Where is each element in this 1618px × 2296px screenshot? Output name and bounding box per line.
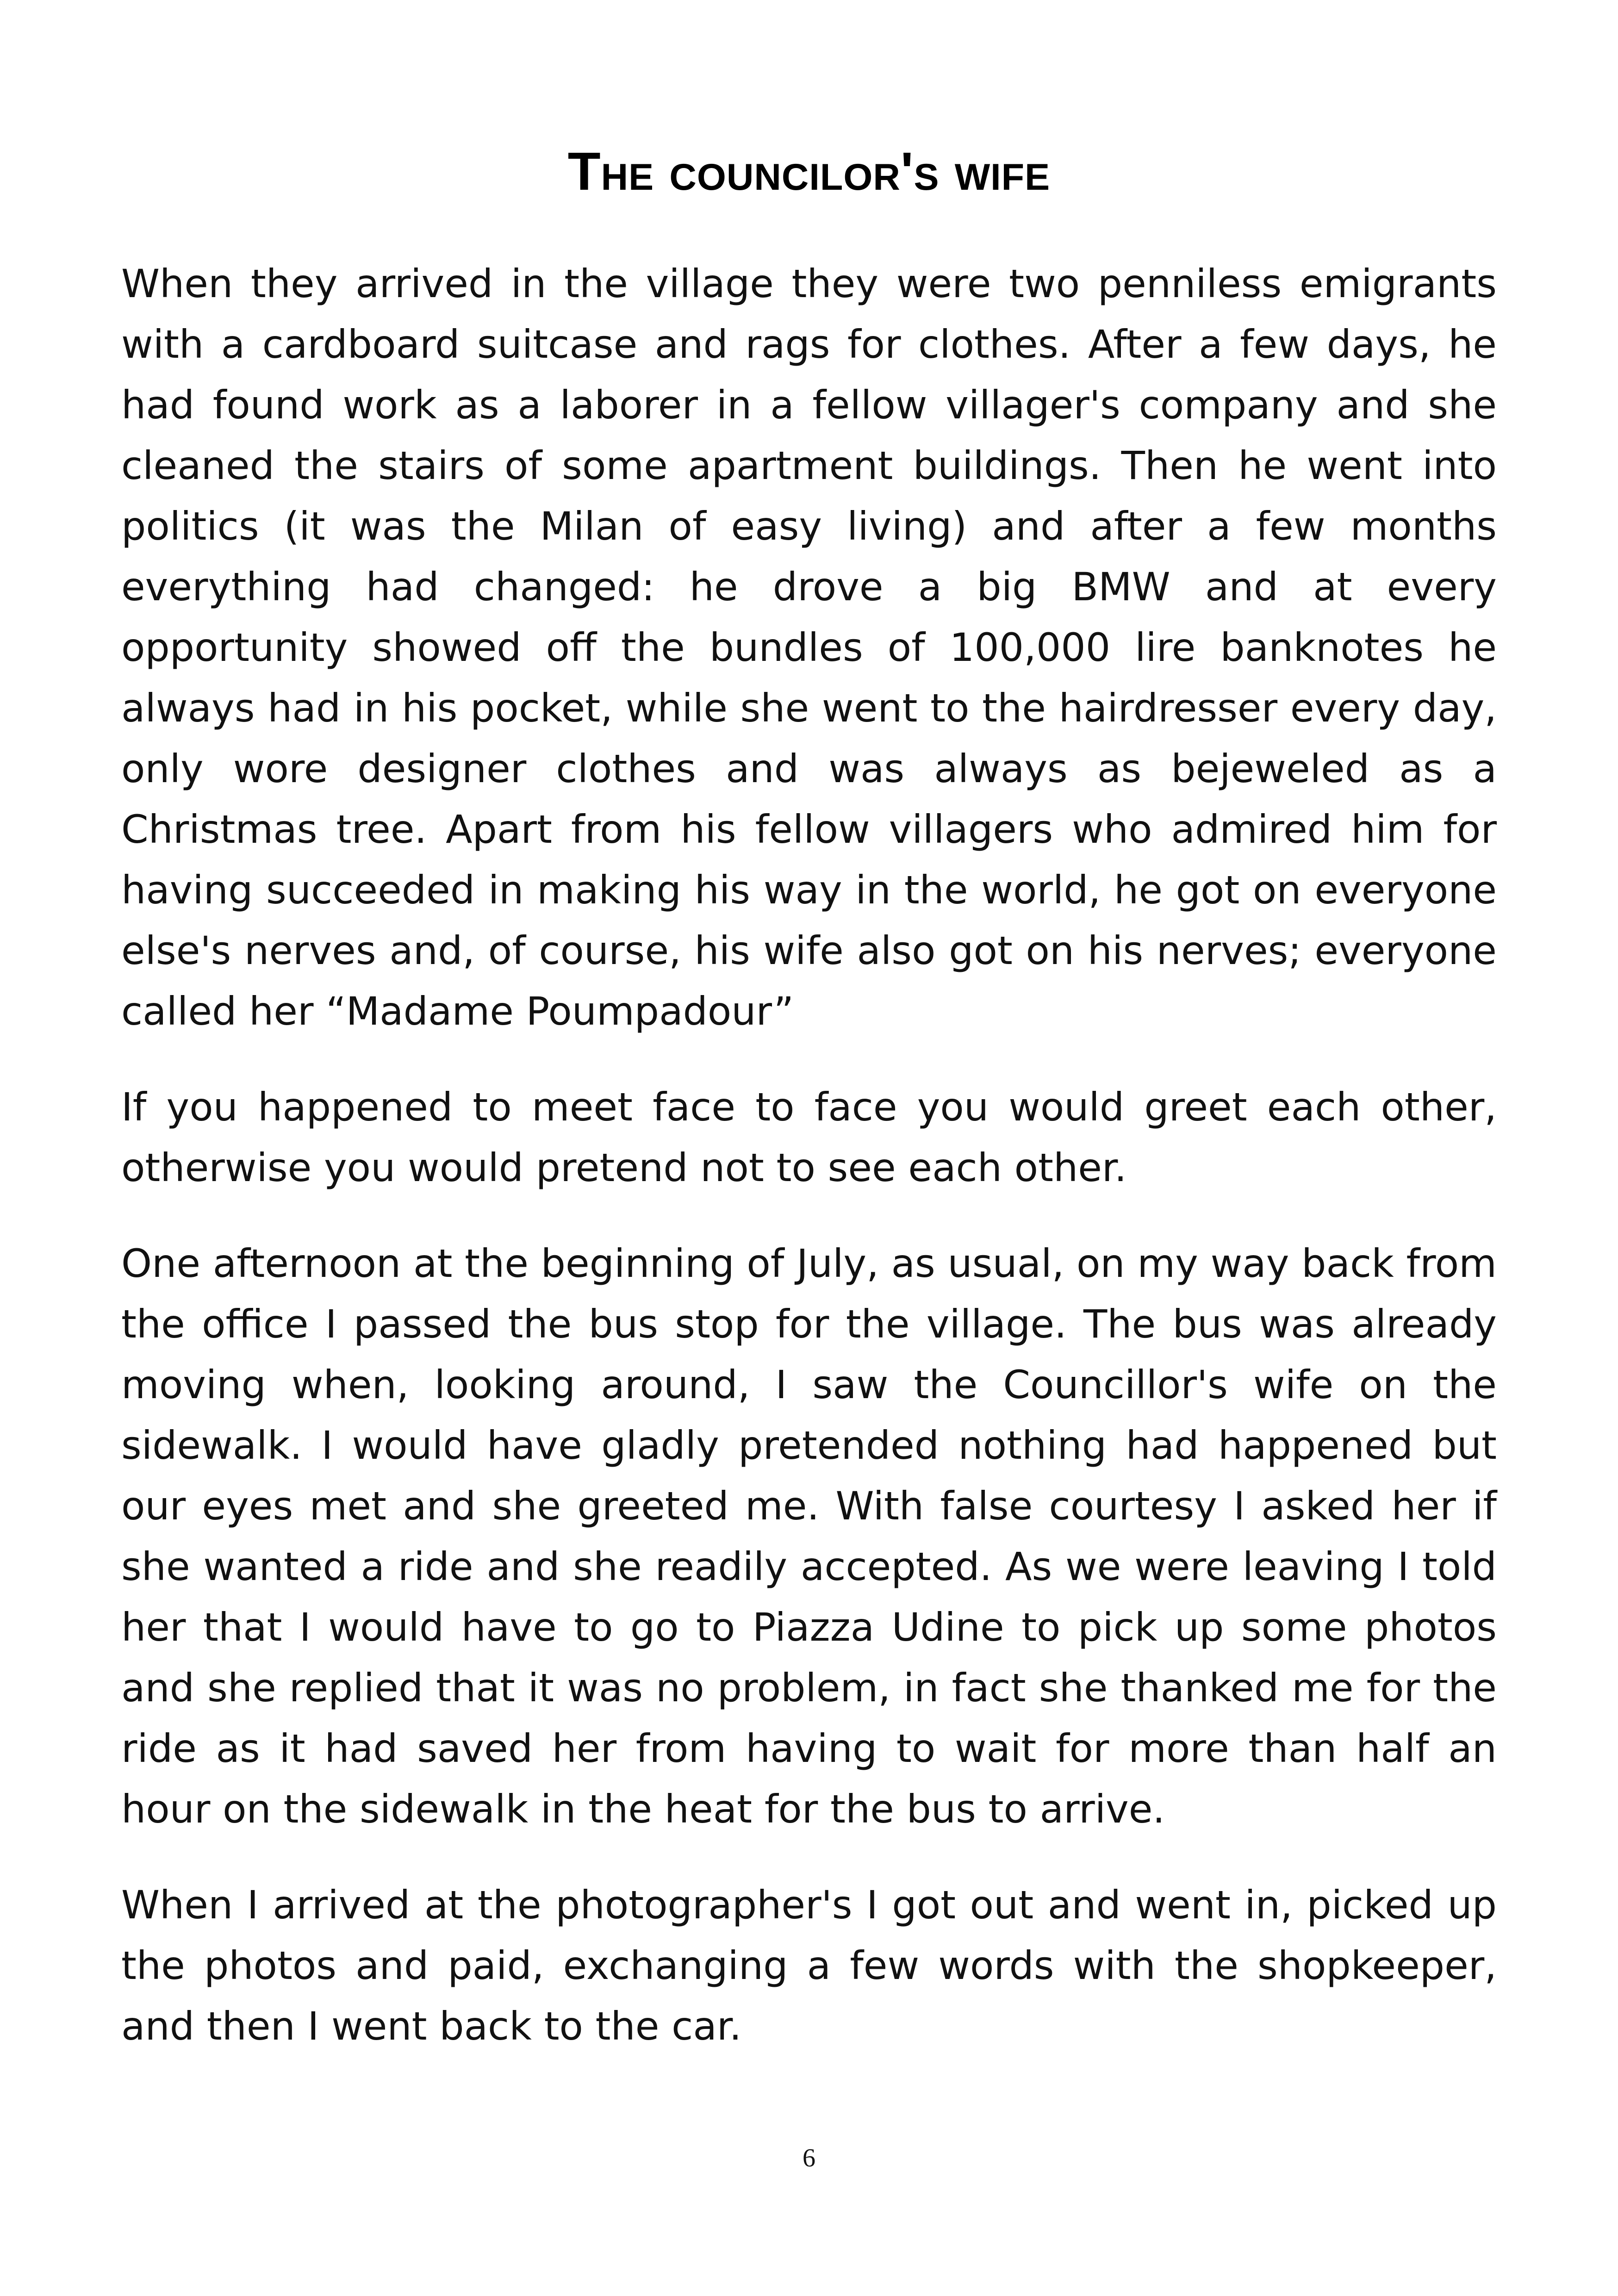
paragraph: If you happened to meet face to face you would greet each other, otherwise you would pretend not to see each other. (121, 1084, 1497, 1190)
page-number: 6 (803, 2144, 815, 2172)
chapter-title (0, 139, 1618, 204)
chapter-body (121, 254, 1497, 2092)
paragraph: One afternoon at the beginning of July, as usual, on my way back from the office I passed the bus stop for the village. The bus was already moving when, looking around, I saw the Councillor's wife on the sidewalk. I would have gladly pretended nothing had happened but our eyes met and she greeted me. With false courtesy I asked her if she wanted a ride and she readily accepted. As we were leaving I told her that I would have to go to Piazza Udine to pick up some photos and she replied that it was no problem, in fact she thanked me for the ride as it had saved her from having to wait for more than half an hour on the sidewalk in the heat for the bus to arrive. (121, 1241, 1497, 1832)
chapter-title-text: The councilor's wife (567, 141, 1051, 201)
paragraph: When I arrived at the photographer's I got out and went in, picked up the photos and paid, exchanging a few words with the shopkeeper, and then I went back to the car. (121, 1882, 1497, 2049)
paragraph: When they arrived in the village they were two penniless emigrants with a cardboard suitcase and rags for clothes. After a few days, he had found work as a laborer in a fellow villager's company and she cleaned the stairs of some apartment buildings. Then he went into politics (it was the Milan of easy living) and after a few months everything had changed: he drove a big BMW and at every opportunity showed off the bundles of 100,000 lire banknotes he always had in his pocket, while she went to the hairdresser every day, only wore designer clothes and was always as bejeweled as a Christmas tree. Apart from his fellow villagers who admired him for having succeeded in making his way in the world, he got on everyone else's nerves and, of course, his wife also got on his nerves; everyone called her “Madame Poumpadour” (121, 261, 1497, 1034)
